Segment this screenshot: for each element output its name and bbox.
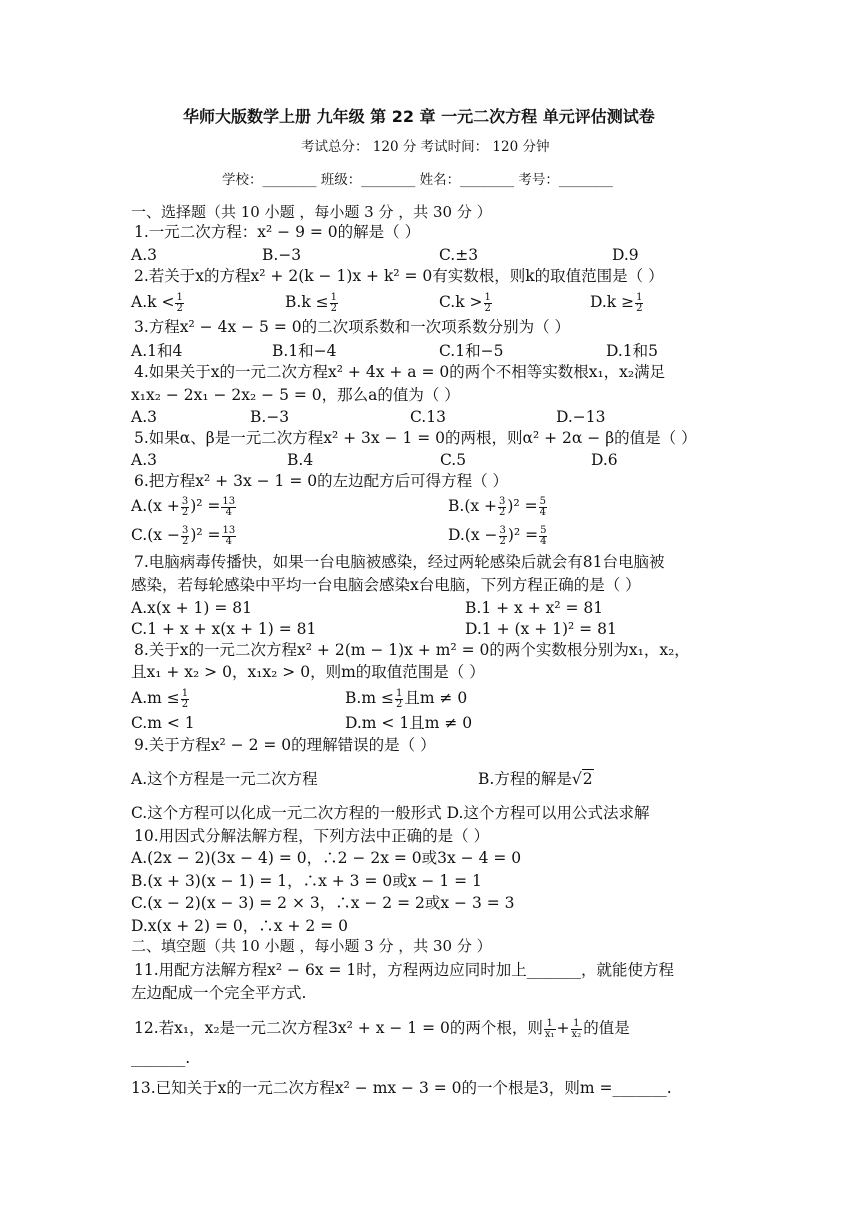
q10-option-c: C.(x − 2)(x − 3) = 2 × 3，∴x − 2 = 2或x − 3 = 3 bbox=[131, 894, 515, 912]
denominator: 2 bbox=[484, 302, 491, 314]
fraction bbox=[544, 1019, 556, 1040]
question-3: 3.方程x² − 4x − 5 = 0的二次项系数和一次项系数分别为（ ） bbox=[134, 318, 571, 336]
q2-option-d bbox=[590, 292, 644, 314]
fraction bbox=[499, 526, 507, 547]
q4-option-d: D.−13 bbox=[556, 408, 606, 426]
question-13: 13.已知关于x的一元二次方程x² − mx − 3 = 0的一个根是3，则m =_______. bbox=[131, 1079, 672, 1097]
denominator: 2 bbox=[499, 506, 506, 518]
q8-b-text: B.m ≤ bbox=[345, 689, 394, 707]
q10-option-b: B.(x + 3)(x − 1) = 1，∴x + 3 = 0或x − 1 = 1 bbox=[131, 872, 482, 890]
q4-option-b: B.−3 bbox=[250, 408, 290, 426]
student-fields: 学校：________ 班级：________ 姓名：________ 考号：________ bbox=[222, 172, 613, 188]
numerator: 5 bbox=[539, 495, 546, 507]
question-11-line2: 左边配成一个完全平方式. bbox=[131, 984, 307, 1002]
q6-option-a bbox=[131, 496, 237, 518]
denominator: 2 bbox=[181, 698, 189, 710]
numerator: 1 bbox=[484, 291, 491, 303]
denominator: 4 bbox=[539, 506, 546, 518]
q9-b-text: B.方程的解是√ bbox=[478, 770, 582, 788]
denominator: 2 bbox=[181, 506, 189, 518]
denominator: 2 bbox=[499, 535, 506, 547]
exam-info: 考试总分： 120 分 考试时间： 120 分钟 bbox=[301, 139, 550, 155]
section-heading-choice: 一、选择题（共 10 小题 ，每小题 3 分 ，共 30 分 ） bbox=[131, 203, 492, 221]
fraction bbox=[330, 293, 338, 314]
q8-a-text: A.m ≤ bbox=[131, 689, 180, 707]
question-2: 2.若关于x的方程x² + 2(k − 1)x + k² = 0有实数根，则k的取值范围是（ ） bbox=[134, 267, 664, 285]
numerator: 1 bbox=[176, 291, 183, 303]
numerator: 1 bbox=[571, 1019, 583, 1030]
q3-option-d: D.1和5 bbox=[606, 342, 659, 360]
denominator: x₁ bbox=[544, 1028, 555, 1040]
q2-b-text: B.k ≤ bbox=[285, 293, 329, 311]
q6-option-c bbox=[131, 525, 237, 547]
question-5: 5.如果α、β是一元二次方程x² + 3x − 1 = 0的两根，则α² + 2α − β的值是（ ） bbox=[134, 429, 697, 447]
q8-option-a bbox=[131, 688, 190, 710]
q7-option-b: B.1 + x + x² = 81 bbox=[465, 599, 604, 617]
q6-c-text: C.(x − bbox=[131, 526, 180, 544]
fraction bbox=[175, 293, 183, 314]
q6-b-square: )² = bbox=[507, 497, 538, 515]
fraction bbox=[571, 1019, 583, 1040]
q2-a-text: A.k < bbox=[131, 293, 175, 311]
denominator: 4 bbox=[225, 535, 233, 547]
q4-option-c: C.13 bbox=[410, 408, 446, 426]
fraction bbox=[539, 526, 547, 547]
fraction bbox=[539, 497, 547, 518]
q1-option-d: D.9 bbox=[612, 246, 639, 264]
denominator: 4 bbox=[540, 535, 547, 547]
q2-option-b bbox=[285, 292, 339, 314]
denominator: 2 bbox=[395, 698, 403, 710]
q1-option-b: B.−3 bbox=[262, 246, 302, 264]
numerator: 1 bbox=[181, 687, 189, 699]
question-12 bbox=[134, 1018, 630, 1040]
q6-option-d bbox=[448, 525, 548, 547]
q9-option-b bbox=[478, 769, 594, 789]
question-4-line2: x₁x₂ − 2x₁ − 2x₂ − 5 = 0，那么a的值为（ ） bbox=[131, 386, 460, 404]
fraction bbox=[221, 497, 236, 518]
q10-option-d: D.x(x + 2) = 0，∴x + 2 = 0 bbox=[131, 917, 348, 935]
q6-b-text: B.(x + bbox=[448, 497, 498, 515]
numerator: 3 bbox=[499, 524, 506, 536]
q1-option-a: A.3 bbox=[131, 246, 157, 264]
numerator: 13 bbox=[222, 495, 236, 507]
numerator: 1 bbox=[395, 687, 403, 699]
numerator: 1 bbox=[636, 291, 643, 303]
question-12-blank: _______. bbox=[131, 1049, 191, 1067]
numerator: 3 bbox=[181, 495, 189, 507]
question-9: 9.关于方程x² − 2 = 0的理解错误的是（ ） bbox=[134, 736, 436, 754]
q6-option-b bbox=[448, 496, 548, 518]
denominator: 4 bbox=[225, 506, 232, 518]
q7-option-a: A.x(x + 1) = 81 bbox=[131, 599, 252, 617]
question-10: 10.用因式分解法解方程，下列方法中正确的是（ ） bbox=[134, 827, 490, 845]
q3-option-b: B.1和−4 bbox=[272, 342, 337, 360]
q12-text: 12.若x₁，x₂是一元二次方程3x² + x − 1 = 0的两个根，则 bbox=[134, 1019, 543, 1037]
q8-b-condition: 且m ≠ 0 bbox=[404, 689, 468, 707]
q7-option-c: C.1 + x + x(x + 1) = 81 bbox=[131, 620, 317, 638]
q8-option-c: C.m < 1 bbox=[131, 714, 195, 732]
question-11-line1: 11.用配方法解方程x² − 6x = 1时，方程两边应同时加上_______，就能使方程 bbox=[134, 961, 675, 979]
fraction bbox=[181, 689, 189, 710]
q5-option-c: C.5 bbox=[440, 451, 467, 469]
fraction bbox=[484, 293, 492, 314]
numerator: 13 bbox=[222, 524, 236, 536]
question-8-line2: 且x₁ + x₂ > 0，x₁x₂ > 0，则m的取值范围是（ ） bbox=[131, 663, 485, 681]
q12-plus: + bbox=[556, 1019, 570, 1037]
q3-option-c: C.1和−5 bbox=[439, 342, 504, 360]
q1-option-c: C.±3 bbox=[439, 246, 479, 264]
denominator: 2 bbox=[176, 302, 183, 314]
fraction bbox=[498, 497, 506, 518]
q8-option-b bbox=[345, 688, 467, 710]
numerator: 1 bbox=[544, 1019, 556, 1030]
numerator: 5 bbox=[540, 524, 547, 536]
q5-option-d: D.6 bbox=[591, 451, 618, 469]
q6-a-text: A.(x + bbox=[131, 497, 180, 515]
numerator: 3 bbox=[499, 495, 506, 507]
question-7-line2: 感染，若每轮感染中平均一台电脑会感染x台电脑，下列方程正确的是（ ） bbox=[131, 576, 641, 594]
question-4-line1: 4.如果关于x的一元二次方程x² + 4x + a = 0的两个不相等实数根x₁，x₂满足 bbox=[134, 363, 666, 381]
q5-option-a: A.3 bbox=[131, 451, 157, 469]
question-7-line1: 7.电脑病毒传播快，如果一台电脑被感染，经过两轮感染后就会有81台电脑被 bbox=[134, 553, 665, 571]
q4-option-a: A.3 bbox=[131, 408, 157, 426]
fraction bbox=[181, 526, 189, 547]
denominator: 2 bbox=[330, 302, 337, 314]
q6-d-text: D.(x − bbox=[448, 526, 498, 544]
fraction bbox=[222, 526, 237, 547]
q2-d-text: D.k ≥ bbox=[590, 293, 635, 311]
denominator: x₂ bbox=[571, 1028, 582, 1040]
numerator: 3 bbox=[181, 524, 189, 536]
q8-option-d: D.m < 1且m ≠ 0 bbox=[345, 714, 473, 732]
q6-d-square: )² = bbox=[507, 526, 539, 544]
q9-options-cd: C.这个方程可以化成一元二次方程的一般形式 D.这个方程可以用公式法求解 bbox=[131, 804, 650, 822]
q2-c-text: C.k > bbox=[439, 293, 483, 311]
question-6: 6.把方程x² + 3x − 1 = 0的左边配方后可得方程（ ） bbox=[134, 472, 509, 490]
fraction bbox=[395, 689, 403, 710]
denominator: 2 bbox=[181, 535, 189, 547]
q10-option-a: A.(2x − 2)(3x − 4) = 0，∴2 − 2x = 0或3x − 4 = 0 bbox=[131, 849, 522, 867]
radicand: 2 bbox=[582, 770, 593, 788]
fraction bbox=[635, 293, 643, 314]
q2-option-a bbox=[131, 292, 185, 314]
exam-title: 华师大版数学上册 九年级 第 22 章 一元二次方程 单元评估测试卷 bbox=[183, 107, 655, 126]
q5-option-b: B.4 bbox=[287, 451, 314, 469]
question-1: 1.一元二次方程：x² − 9 = 0的解是（ ） bbox=[134, 223, 421, 241]
q9-option-a: A.这个方程是一元二次方程 bbox=[131, 770, 318, 788]
q6-c-square: )² = bbox=[190, 526, 221, 544]
fraction bbox=[181, 497, 189, 518]
q6-a-square: )² = bbox=[190, 497, 221, 515]
section-heading-fill: 二、填空题（共 10 小题 ，每小题 3 分 ，共 30 分 ） bbox=[131, 937, 492, 955]
denominator: 2 bbox=[636, 302, 643, 314]
q2-option-c bbox=[439, 292, 493, 314]
q7-option-d: D.1 + (x + 1)² = 81 bbox=[465, 620, 617, 638]
q3-option-a: A.1和4 bbox=[131, 342, 183, 360]
numerator: 1 bbox=[330, 291, 337, 303]
question-8-line1: 8.关于x的一元二次方程x² + 2(m − 1)x + m² = 0的两个实数根分别为x₁，x₂， bbox=[134, 641, 690, 659]
q12-text-end: 的值是 bbox=[583, 1019, 630, 1037]
